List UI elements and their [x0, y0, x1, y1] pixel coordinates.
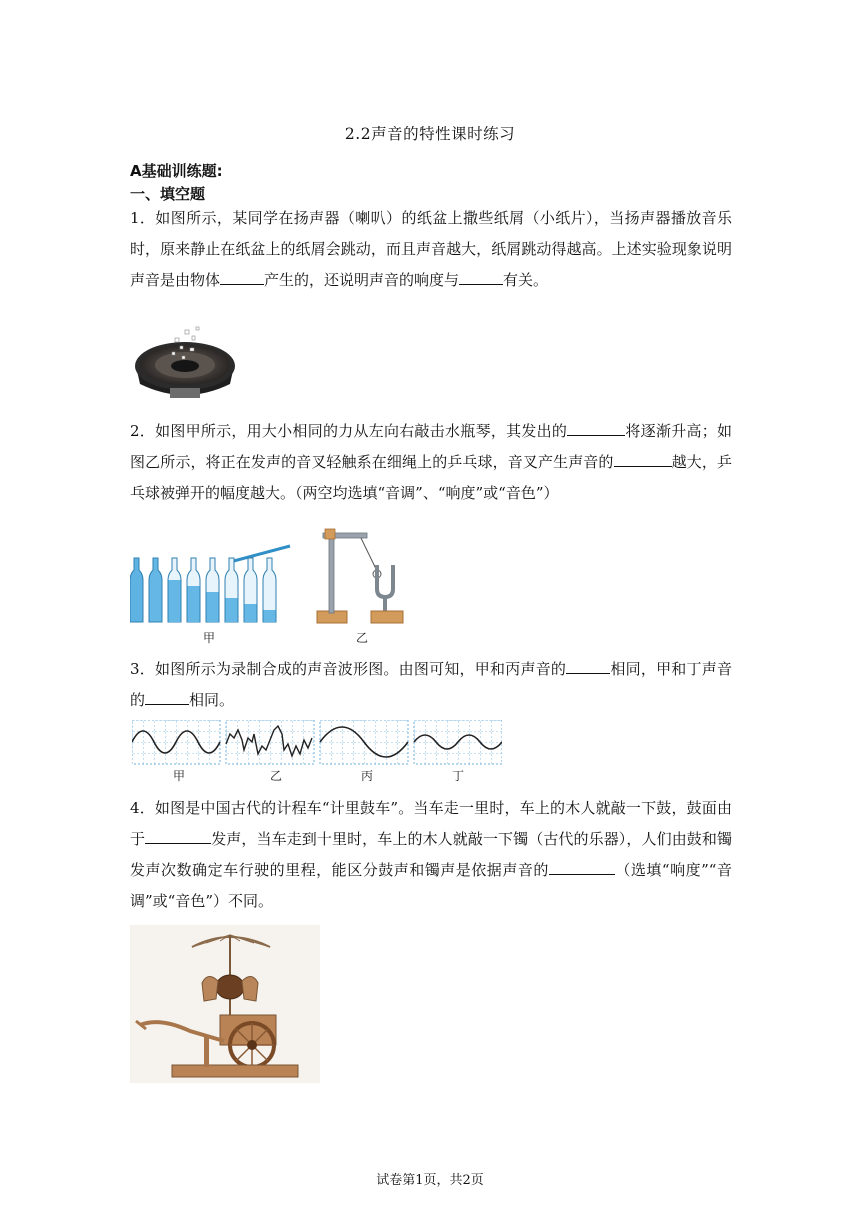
- answer-blank[interactable]: [145, 828, 211, 844]
- question-2-text-c: 越大，乒乓球被弹开的幅度越大。（两空均选填“音调”、“响度”或“音色”）: [130, 453, 732, 502]
- answer-blank[interactable]: [567, 420, 625, 436]
- bottle-1: [130, 558, 143, 622]
- waveform-label-yi: 乙: [270, 769, 283, 783]
- question-4-text-b: 发声，当车走到十里时，车上的木人就敲一下镯（古代的乐器），人们由鼓和镯发声次数确定车行驶的里程，能区分鼓声和镯声是依据声音的: [130, 830, 732, 879]
- question-2-text-a: 2．如图甲所示，用大小相同的力从左向右敲击水瓶琴，其发出的: [130, 422, 568, 440]
- figure-label-yi: 乙: [356, 631, 369, 645]
- section-fill-blank-heading: 一、填空题: [130, 185, 206, 203]
- waveform-label-ding: 丁: [452, 769, 465, 783]
- waveform-label-bing: 丙: [361, 769, 374, 783]
- question-3-text-a: 3．如图所示为录制合成的声音波形图。由图可知，甲和丙声音的: [130, 660, 567, 678]
- waveform-bing: [320, 720, 408, 764]
- section-a-heading: A基础训练题:: [130, 162, 223, 180]
- question-2-text-b: 将逐渐升高；如图乙所示，将正在发声的音叉轻触系在细绳上的乒乓球，音叉产生声音的: [130, 422, 732, 471]
- water-bottles-figure: [130, 540, 296, 628]
- waveform-jia: [132, 720, 220, 764]
- question-3: [130, 654, 732, 716]
- waveforms-figure: [132, 720, 502, 766]
- answer-blank[interactable]: [459, 269, 503, 285]
- question-2: [130, 416, 732, 509]
- question-4-text-c: （选填“响度”“音调”或“音色”）不同。: [130, 861, 732, 910]
- answer-blank[interactable]: [614, 451, 672, 467]
- answer-blank[interactable]: [566, 658, 610, 674]
- question-1-text-a: 1．如图所示，某同学在扬声器（喇叭）的纸盆上撒些纸屑（小纸片），当扬声器播放音乐时，原来静止在纸盆上的纸屑会跳动，而且声音越大，纸屑跳动得越高。上述实验现象说明声音是由物体: [130, 209, 732, 289]
- tuning-fork-figure: [315, 527, 407, 627]
- waveform-yi: [226, 720, 314, 764]
- question-3-text-b: 相同，甲和丁声音的: [130, 660, 732, 709]
- waveform-label-jia: 甲: [173, 769, 186, 783]
- question-4-text-a: 4．如图是中国古代的计程车“计里鼓车”。当车走一里时，车上的木人就敲一下鼓，鼓面由于: [130, 799, 732, 848]
- answer-blank[interactable]: [220, 269, 264, 285]
- question-1-text-c: 有关。: [503, 271, 549, 289]
- waveform-ding: [414, 720, 502, 764]
- page-title: 2.2声音的特性课时练习: [344, 125, 516, 143]
- figure-label-jia: 甲: [203, 631, 216, 645]
- question-3-text-c: 相同。: [189, 691, 235, 709]
- speaker-figure: [130, 322, 240, 402]
- answer-blank[interactable]: [549, 859, 615, 875]
- question-1: [130, 203, 732, 296]
- answer-blank[interactable]: [145, 689, 189, 705]
- page-footer: 试卷第1页，共2页: [376, 1173, 484, 1188]
- drum-cart-figure: [130, 925, 320, 1083]
- question-1-text-b: 产生的，还说明声音的响度与: [264, 271, 460, 289]
- question-4: [130, 793, 732, 917]
